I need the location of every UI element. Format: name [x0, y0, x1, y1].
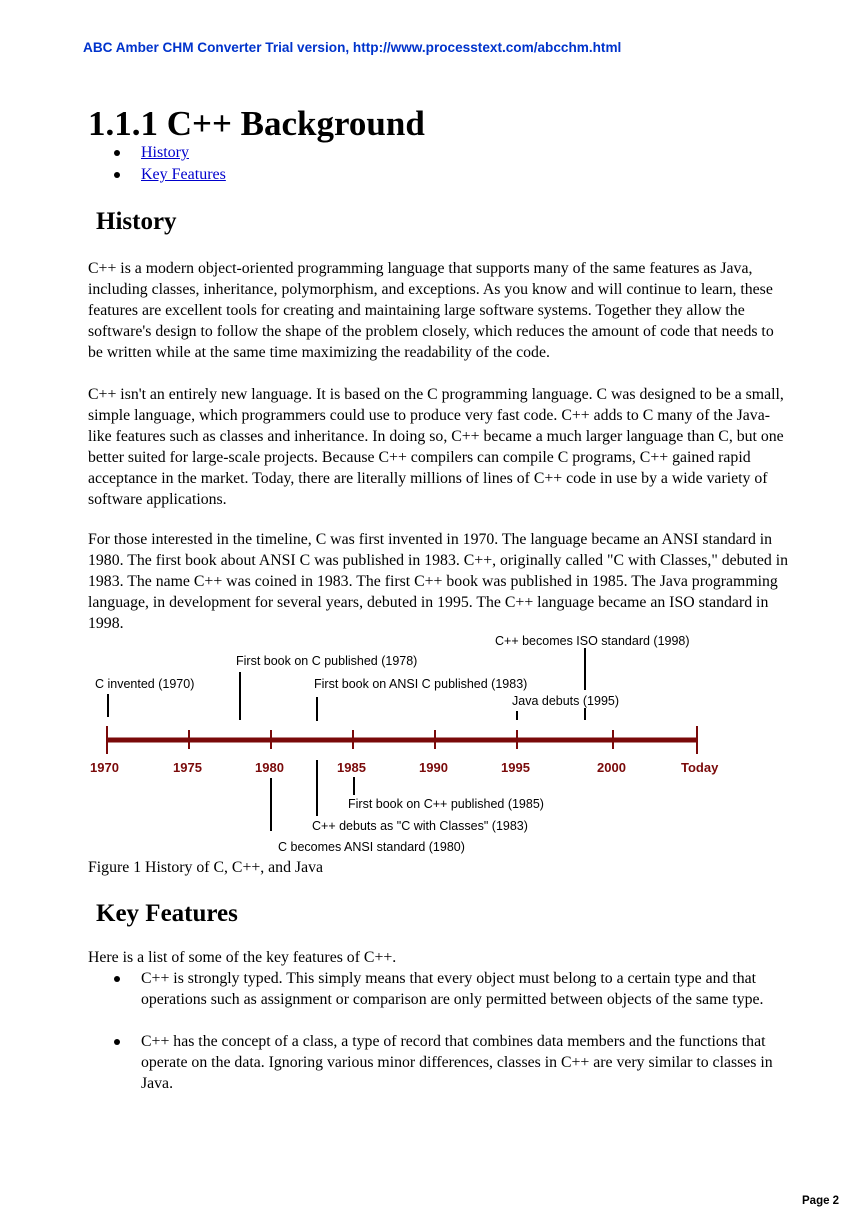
feature-text: C++ has the concept of a class, a type of record that combines data members and the functions that operate on the data. Ignoring various minor differences, classes in C++ are very similar to classes in Java.: [141, 1033, 773, 1092]
bullet-icon: [114, 1039, 120, 1045]
event-label: Java debuts (1995): [512, 694, 620, 708]
feature-text: C++ is strongly typed. This simply means that every object must belong to a certain type and that operations such as assignment or comparison are only permitted between objects of the same type.: [141, 970, 764, 1008]
event-label: First book on C published (1978): [236, 654, 418, 668]
page-title: 1.1.1 C++ Background: [88, 104, 425, 143]
timeline-tick-label: 1970: [90, 760, 119, 775]
event-label: First book on ANSI C published (1983): [314, 677, 528, 691]
toc-link-history[interactable]: History: [141, 144, 189, 161]
history-paragraph: For those interested in the timeline, C was first invented in 1970. The language became an ANSI standard in 1980. The first book about ANSI C was published in 1983. C++, originally called "C with Classes," debuted in 1983. The name C++ was coined in 1983. The first C++ book was published in 1985. The Java programming language, in development for several years, debuted in 1995. The C++ language became an ISO standard in 1998.: [88, 531, 788, 632]
converter-banner: ABC Amber CHM Converter Trial version, http://www.processtext.com/abcchm.html: [83, 40, 622, 55]
event-label: C becomes ANSI standard (1980): [278, 840, 465, 854]
event-label: C++ debuts as "C with Classes" (1983): [312, 819, 528, 833]
timeline-tick-label: 2000: [597, 760, 626, 775]
history-timeline-figure: [80, 628, 730, 858]
event-label: First book on C++ published (1985): [348, 797, 544, 811]
key-features-heading: Key Features: [96, 900, 238, 927]
history-heading: History: [96, 208, 177, 235]
timeline-tick-label: 1990: [419, 760, 448, 775]
timeline-tick-label: 1985: [337, 760, 366, 775]
list-item: [0, 1031, 791, 1094]
history-paragraph: C++ isn't an entirely new language. It is based on the C programming language. C was designed to be a small, simple language, which programmers could use to produce very fast code. C++ adds to C many of the Java-like features such as classes and inheritance. In doing so, C++ became a much larger language than C, but one better suited for large-scale projects. Because C++ compilers can compile C programs, C++ gained rapid acceptance in the market. Today, there are literally millions of lines of C++ code in use by a wide variety of software applications.: [88, 386, 784, 508]
timeline-tick-label: Today: [681, 760, 719, 775]
page-number: Page 2: [802, 1195, 840, 1207]
list-item: [0, 968, 791, 1010]
history-paragraph: C++ is a modern object-oriented programming language that supports many of the same features as Java, including classes, inheritance, polymorphism, and exceptions. As you know and will continue to learn, these features are excellent tools for creating and maintaining large software systems. Together they allow the software's design to follow the shape of the problem closely, which reduces the amount of code that needs to be written while at the same time maximizing the readability of the code.: [88, 260, 774, 361]
timeline-tick-label: 1980: [255, 760, 284, 775]
timeline-tick-label: 1995: [501, 760, 530, 775]
key-features-intro: Here is a list of some of the key features of C++.: [88, 949, 397, 966]
bullet-icon: [114, 172, 120, 178]
key-features-list: [0, 968, 791, 1115]
toc-link-key-features[interactable]: Key Features: [141, 166, 226, 183]
event-label: C++ becomes ISO standard (1998): [495, 634, 690, 648]
figure-caption: Figure 1 History of C, C++, and Java: [88, 859, 324, 876]
bullet-icon: [114, 976, 120, 982]
bullet-icon: [114, 150, 120, 156]
event-label: C invented (1970): [95, 677, 195, 691]
timeline-tick-label: 1975: [173, 760, 202, 775]
